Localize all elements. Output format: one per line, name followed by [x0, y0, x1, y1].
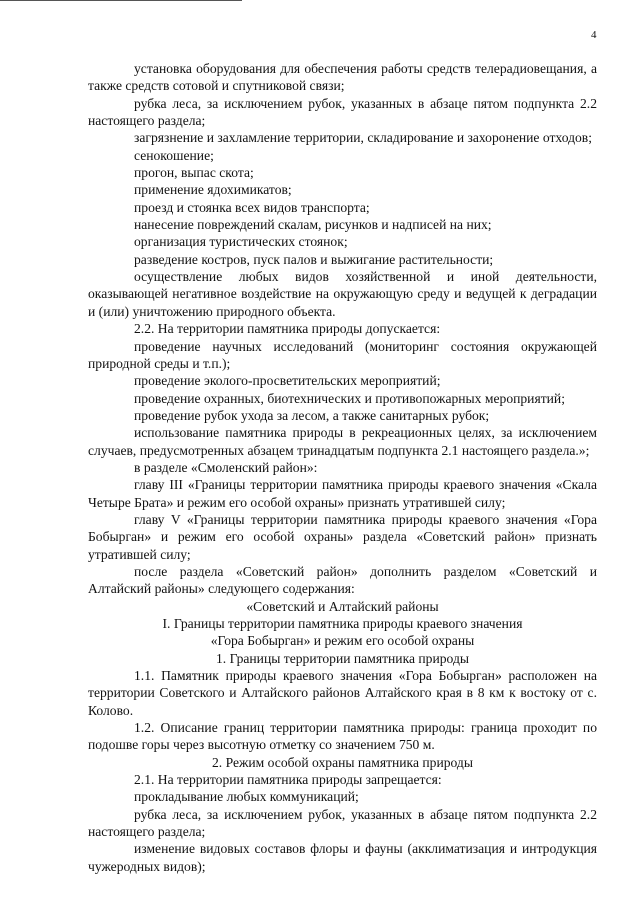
- paragraph: главу V «Границы территории памятника природы краевого значения «Гора Бобырган» и режим его особой охраны» раздела «Советский район» признать утратившей силу;: [88, 511, 597, 562]
- paragraph: в разделе «Смоленский район»:: [134, 459, 318, 475]
- paragraph: использование памятника природы в рекреационных целях, за исключением случаев, предусмотренных абзацем тринадцатым подпункта 2.1 настоящего раздела.»;: [88, 425, 597, 458]
- section-heading: 2. Режим особой охраны памятника природы: [211, 754, 473, 770]
- paragraph: разведение костров, пуск палов и выжигание растительности;: [134, 251, 494, 267]
- paragraph: применение ядохимикатов;: [134, 182, 292, 198]
- paragraph: главу III «Границы территории памятника природы краевого значения «Скала Четыре Брата» и режим его особой охраны» признать утратившей силу;: [88, 477, 597, 510]
- paragraph: прогон, выпас скота;: [134, 165, 254, 181]
- paragraph: проведение охранных, биотехнических и противопожарных мероприятий;: [134, 390, 565, 406]
- section-heading: «Гора Бобырган» и режим его особой охраны: [210, 633, 475, 649]
- paragraph: нанесение повреждений скалам, рисунков и надписей на них;: [134, 217, 492, 233]
- paragraph: прокладывание любых коммуникаций;: [134, 789, 359, 805]
- paragraph: 1.2. Описание границ территории памятника природы: граница проходит по подошве горы через высотную отметку со значением 750 м.: [88, 720, 597, 753]
- paragraph: установка оборудования для обеспечения работы средств телерадиовещания, а также средств сотовой и спутниковой связи;: [88, 61, 597, 94]
- paragraph: проведение рубок ухода за лесом, а также санитарных рубок;: [134, 407, 490, 423]
- paragraph: рубка леса, за исключением рубок, указанных в абзаце пятом подпункта 2.2 настоящего раздела;: [88, 95, 597, 129]
- paragraph: 2.1. На территории памятника природы запрещается:: [134, 772, 442, 788]
- paragraph: загрязнение и захламление территории, складирование и захоронение отходов;: [134, 130, 593, 146]
- section-heading: 1. Границы территории памятника природы: [215, 650, 469, 666]
- section-heading: «Советский и Алтайский районы: [246, 598, 439, 614]
- paragraph: изменение видовых составов флоры и фауны (акклиматизация и интродукция чужеродных видов);: [88, 841, 597, 874]
- document-body: [88, 60, 597, 875]
- paragraph: рубка леса, за исключением рубок, указанных в абзаце пятом подпункта 2.2 настоящего раздела;: [88, 806, 597, 840]
- paragraph: проведение научных исследований (мониторинг состояния окружающей природной среды и т.п.);: [88, 338, 597, 371]
- section-heading: I. Границы территории памятника природы краевого значения: [162, 616, 523, 631]
- paragraph: проведение эколого-просветительских мероприятий;: [134, 373, 441, 389]
- paragraph: организация туристических стоянок;: [134, 234, 348, 250]
- paragraph: 1.1. Памятник природы краевого значения «Гора Бобырган» расположен на территории Советского и Алтайского районов Алтайского края в 8 км к востоку от с. Колово.: [88, 668, 597, 718]
- page-number: 4: [591, 29, 597, 41]
- paragraph: после раздела «Советский район» дополнить разделом «Советский и Алтайский районы» следующего содержания:: [88, 563, 597, 597]
- paragraph: проезд и стоянка всех видов транспорта;: [134, 199, 370, 215]
- paragraph: осуществление любых видов хозяйственной и иной деятельности, оказывающей негативное воздействие на окружающую среду и ведущей к деградации и (или) уничтожению природного объекта.: [88, 269, 597, 319]
- header-rule: [0, 0, 242, 1]
- paragraph: сенокошение;: [134, 147, 214, 163]
- paragraph: 2.2. На территории памятника природы допускается:: [134, 321, 441, 337]
